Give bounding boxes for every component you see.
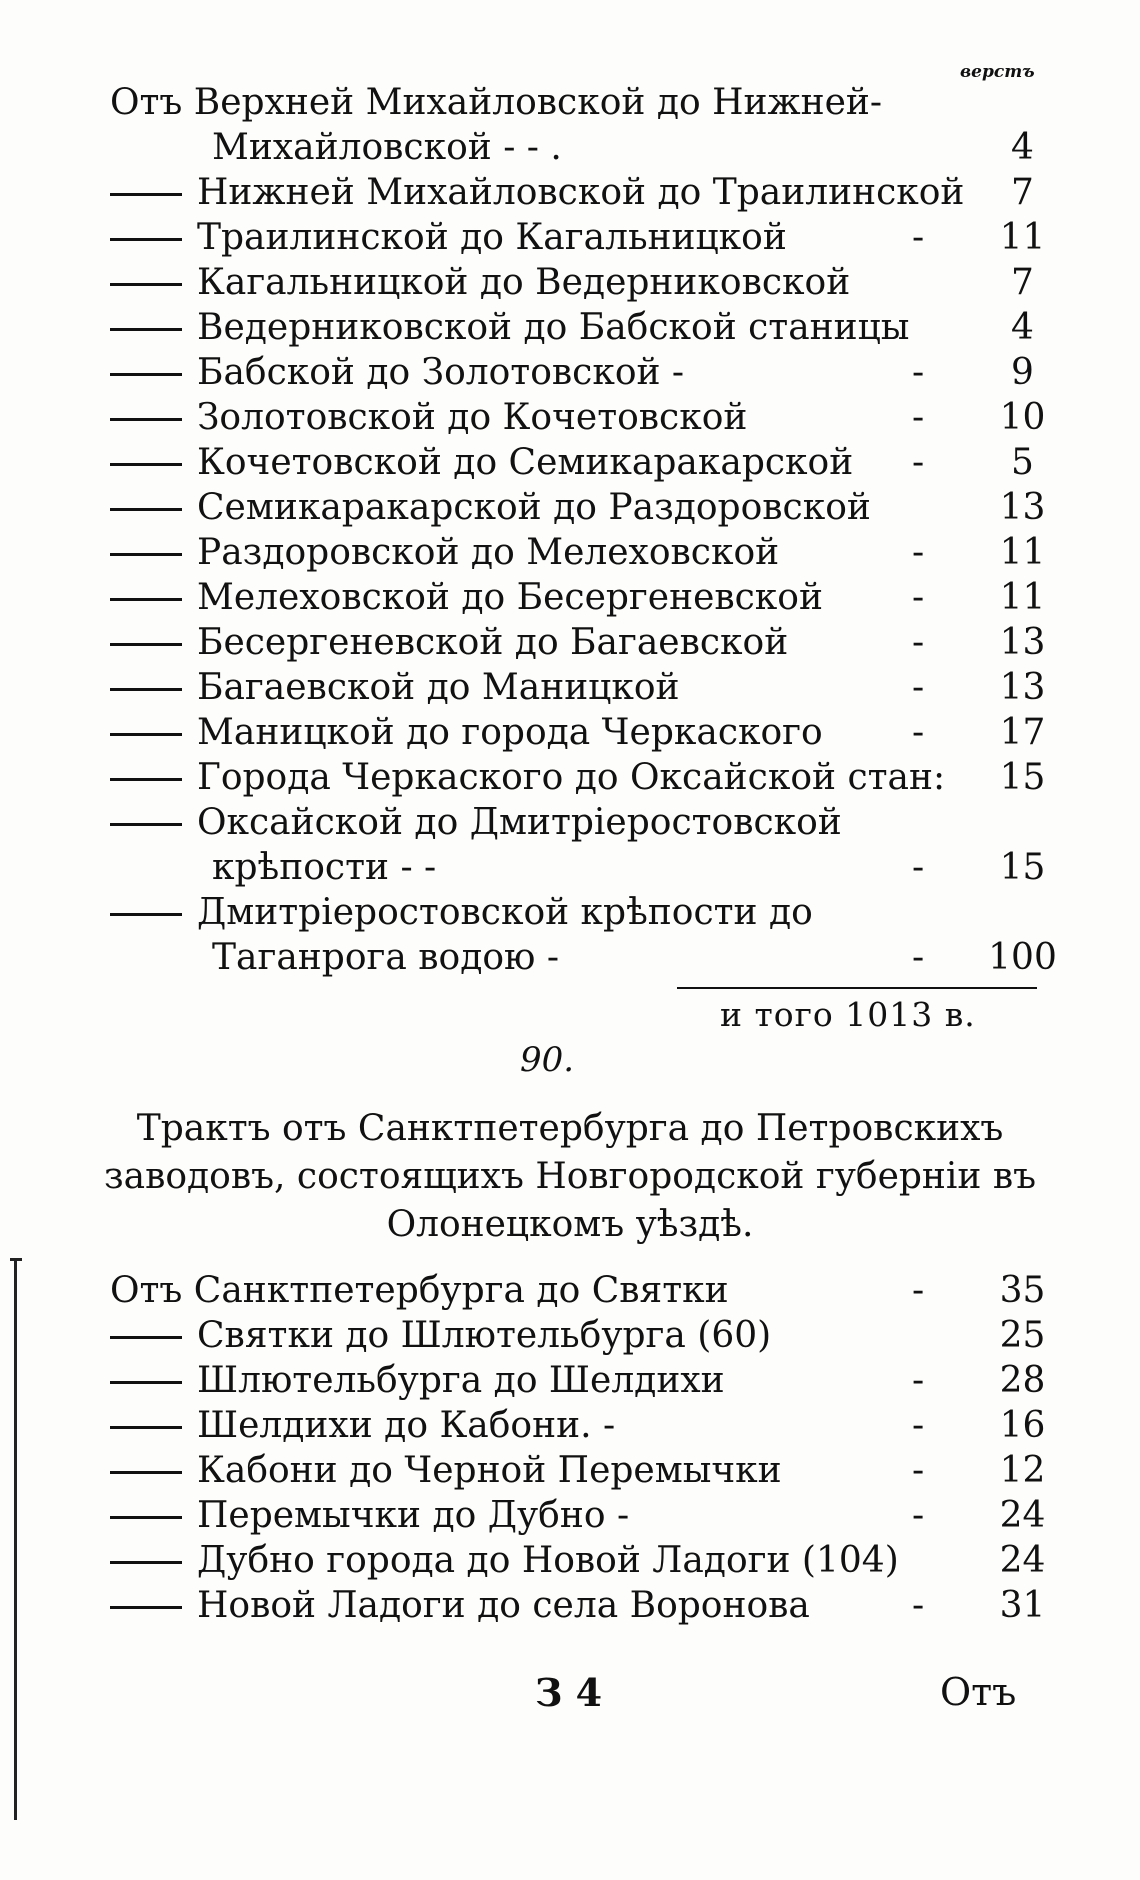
ditto-dash — [110, 418, 182, 421]
distance-value: 9 — [1011, 352, 1034, 393]
route-segment-text: Бесергеневской до Багаевской — [197, 622, 789, 663]
distance-value: 11 — [999, 577, 1046, 618]
route-segment-text: Перемычки до Дубно - — [197, 1495, 630, 1536]
distance-value: 4 — [1011, 127, 1034, 168]
leader-dash: - — [912, 1405, 925, 1446]
leader-dash: - — [912, 1495, 925, 1536]
route-row — [100, 710, 1046, 755]
leader-dash: - — [912, 442, 925, 483]
route-segment-text: Шелдихи до Кабони. - — [197, 1405, 616, 1446]
leader-dash: - — [912, 1450, 925, 1491]
ditto-dash — [110, 463, 182, 466]
leader-dash: - — [912, 1360, 925, 1401]
distance-value: 35 — [999, 1270, 1046, 1311]
ditto-dash — [110, 1471, 182, 1474]
route-total: и того 1013 в. — [720, 995, 976, 1034]
route-segment-text: Бабской до Золотовской - — [197, 352, 685, 393]
margin-rule — [14, 1260, 17, 1820]
distance-value: 28 — [999, 1360, 1046, 1401]
ditto-dash — [110, 823, 182, 826]
route-row — [100, 395, 1046, 440]
route-row — [100, 1493, 1046, 1538]
route-list-2 — [100, 1268, 1046, 1628]
leader-dash: - — [912, 217, 925, 258]
ditto-dash — [110, 193, 182, 196]
distance-value: 24 — [999, 1495, 1046, 1536]
leader-dash: - — [912, 532, 925, 573]
route-segment-text: Святки до Шлютельбурга (60) — [197, 1315, 772, 1356]
ditto-dash — [110, 913, 182, 916]
ditto-dash — [110, 373, 182, 376]
route-segment-text: Кочетовской до Семикаракарской — [197, 442, 854, 483]
route-row — [100, 440, 1040, 485]
route-segment-text: Отъ Верхней Михайловской до Нижней- — [110, 82, 883, 123]
ditto-dash — [110, 1516, 182, 1519]
ditto-dash — [110, 643, 182, 646]
route-segment-text: Дмитріеростовской крѣпости до — [197, 892, 813, 933]
distance-value: 11 — [999, 217, 1046, 258]
leader-dash: - — [912, 622, 925, 663]
distance-value: 7 — [1011, 262, 1034, 303]
route-row — [100, 1538, 1046, 1583]
route-row — [100, 80, 1040, 125]
distance-value: 31 — [999, 1585, 1046, 1626]
route-segment-text: Семикаракарской до Раздоровской — [197, 487, 871, 528]
distance-value: 15 — [999, 757, 1046, 798]
route-row — [100, 1403, 1046, 1448]
ditto-dash — [110, 328, 182, 331]
route-row — [100, 620, 1046, 665]
route-segment-text: Золотовской до Кочетовской — [197, 397, 748, 438]
route-row — [100, 1448, 1046, 1493]
ditto-dash — [110, 283, 182, 286]
route-segment-text: Дубно города до Новой Ладоги (104) — [197, 1540, 899, 1581]
ditto-dash — [110, 688, 182, 691]
ditto-dash — [110, 238, 182, 241]
distance-value: 24 — [999, 1540, 1046, 1581]
distance-value: 12 — [999, 1450, 1046, 1491]
ditto-dash — [110, 733, 182, 736]
route-row — [100, 845, 1046, 890]
route-segment-text: Оксайской до Дмитріеростовской — [197, 802, 842, 843]
ditto-dash — [110, 778, 182, 781]
sum-rule — [677, 987, 1037, 989]
route-row — [100, 125, 1040, 170]
route-row — [100, 305, 1040, 350]
route-row — [100, 575, 1046, 620]
route-row — [100, 755, 1046, 800]
route-segment-text: Отъ Санктпетербурга до Святки — [110, 1270, 729, 1311]
distance-value: 13 — [999, 487, 1046, 528]
distance-value: 100 — [988, 937, 1057, 978]
ditto-dash — [110, 553, 182, 556]
route-segment-text: Таганрога водою - — [212, 937, 560, 978]
distance-value: 5 — [1011, 442, 1034, 483]
unit-label: верстъ — [960, 62, 1035, 82]
route-row — [100, 530, 1046, 575]
route-segment-text: Кагальницкой до Ведерниковской — [197, 262, 851, 303]
ditto-dash — [110, 1561, 182, 1564]
distance-value: 16 — [999, 1405, 1046, 1446]
ditto-dash — [110, 1606, 182, 1609]
leader-dash: - — [912, 847, 925, 888]
route-segment-text: Ведерниковской до Бабской станицы — [197, 307, 910, 348]
route-segment-text: Траилинской до Кагальницкой — [197, 217, 787, 258]
route-segment-text: Мелеховской до Бесергеневской — [197, 577, 823, 618]
catchword: Отъ — [940, 1670, 1017, 1714]
route-segment-text: Новой Ладоги до села Воронова — [197, 1585, 810, 1626]
section-heading: Трактъ отъ Санктпетербурга до Петровскихъ заводовъ, состоящихъ Новгородской губерніи въ Олонецкомъ уѣздѣ. — [103, 1108, 1037, 1245]
route-segment-text: Маницкой до города Черкаского — [197, 712, 823, 753]
distance-value: 25 — [999, 1315, 1046, 1356]
distance-value: 10 — [999, 397, 1046, 438]
route-row — [100, 1313, 1046, 1358]
leader-dash: - — [912, 937, 925, 978]
route-segment-text: Михайловской - - . — [212, 127, 562, 168]
route-segment-text: Раздоровской до Мелеховской — [197, 532, 780, 573]
signature-mark: З 4 — [535, 1670, 603, 1715]
leader-dash: - — [912, 1270, 925, 1311]
ditto-dash — [110, 1426, 182, 1429]
route-row — [100, 485, 1046, 530]
leader-dash: - — [912, 577, 925, 618]
route-segment-text: Города Черкаского до Оксайской стан: — [197, 757, 946, 798]
route-row — [100, 1583, 1046, 1628]
distance-value: 4 — [1011, 307, 1034, 348]
leader-dash: - — [912, 667, 925, 708]
ditto-dash — [110, 1336, 182, 1339]
route-row — [100, 665, 1046, 710]
leader-dash: - — [912, 712, 925, 753]
route-row — [100, 215, 1046, 260]
ditto-dash — [110, 1381, 182, 1384]
distance-value: 7 — [1011, 172, 1034, 213]
distance-value: 17 — [999, 712, 1046, 753]
section-number: 90. — [520, 1040, 575, 1080]
route-segment-text: Нижней Михайловской до Траилинской — [197, 172, 965, 213]
leader-dash: - — [912, 352, 925, 393]
route-row — [100, 350, 1040, 395]
route-row — [100, 800, 1040, 845]
route-segment-text: крѣпости - - — [212, 847, 437, 888]
distance-value: 13 — [999, 622, 1046, 663]
route-row — [100, 890, 1040, 935]
route-row — [100, 1268, 1046, 1313]
distance-value: 11 — [999, 532, 1046, 573]
route-row — [100, 260, 1040, 305]
route-row — [100, 1358, 1046, 1403]
ditto-dash — [110, 508, 182, 511]
route-segment-text: Кабони до Черной Перемычки — [197, 1450, 782, 1491]
route-row — [100, 935, 1057, 980]
route-row — [100, 170, 1040, 215]
leader-dash: - — [912, 397, 925, 438]
route-segment-text: Багаевской до Маницкой — [197, 667, 680, 708]
distance-value: 13 — [999, 667, 1046, 708]
route-list-1 — [100, 80, 1057, 980]
leader-dash: - — [912, 1585, 925, 1626]
ditto-dash — [110, 598, 182, 601]
route-segment-text: Шлютельбурга до Шелдихи — [197, 1360, 725, 1401]
distance-value: 15 — [999, 847, 1046, 888]
